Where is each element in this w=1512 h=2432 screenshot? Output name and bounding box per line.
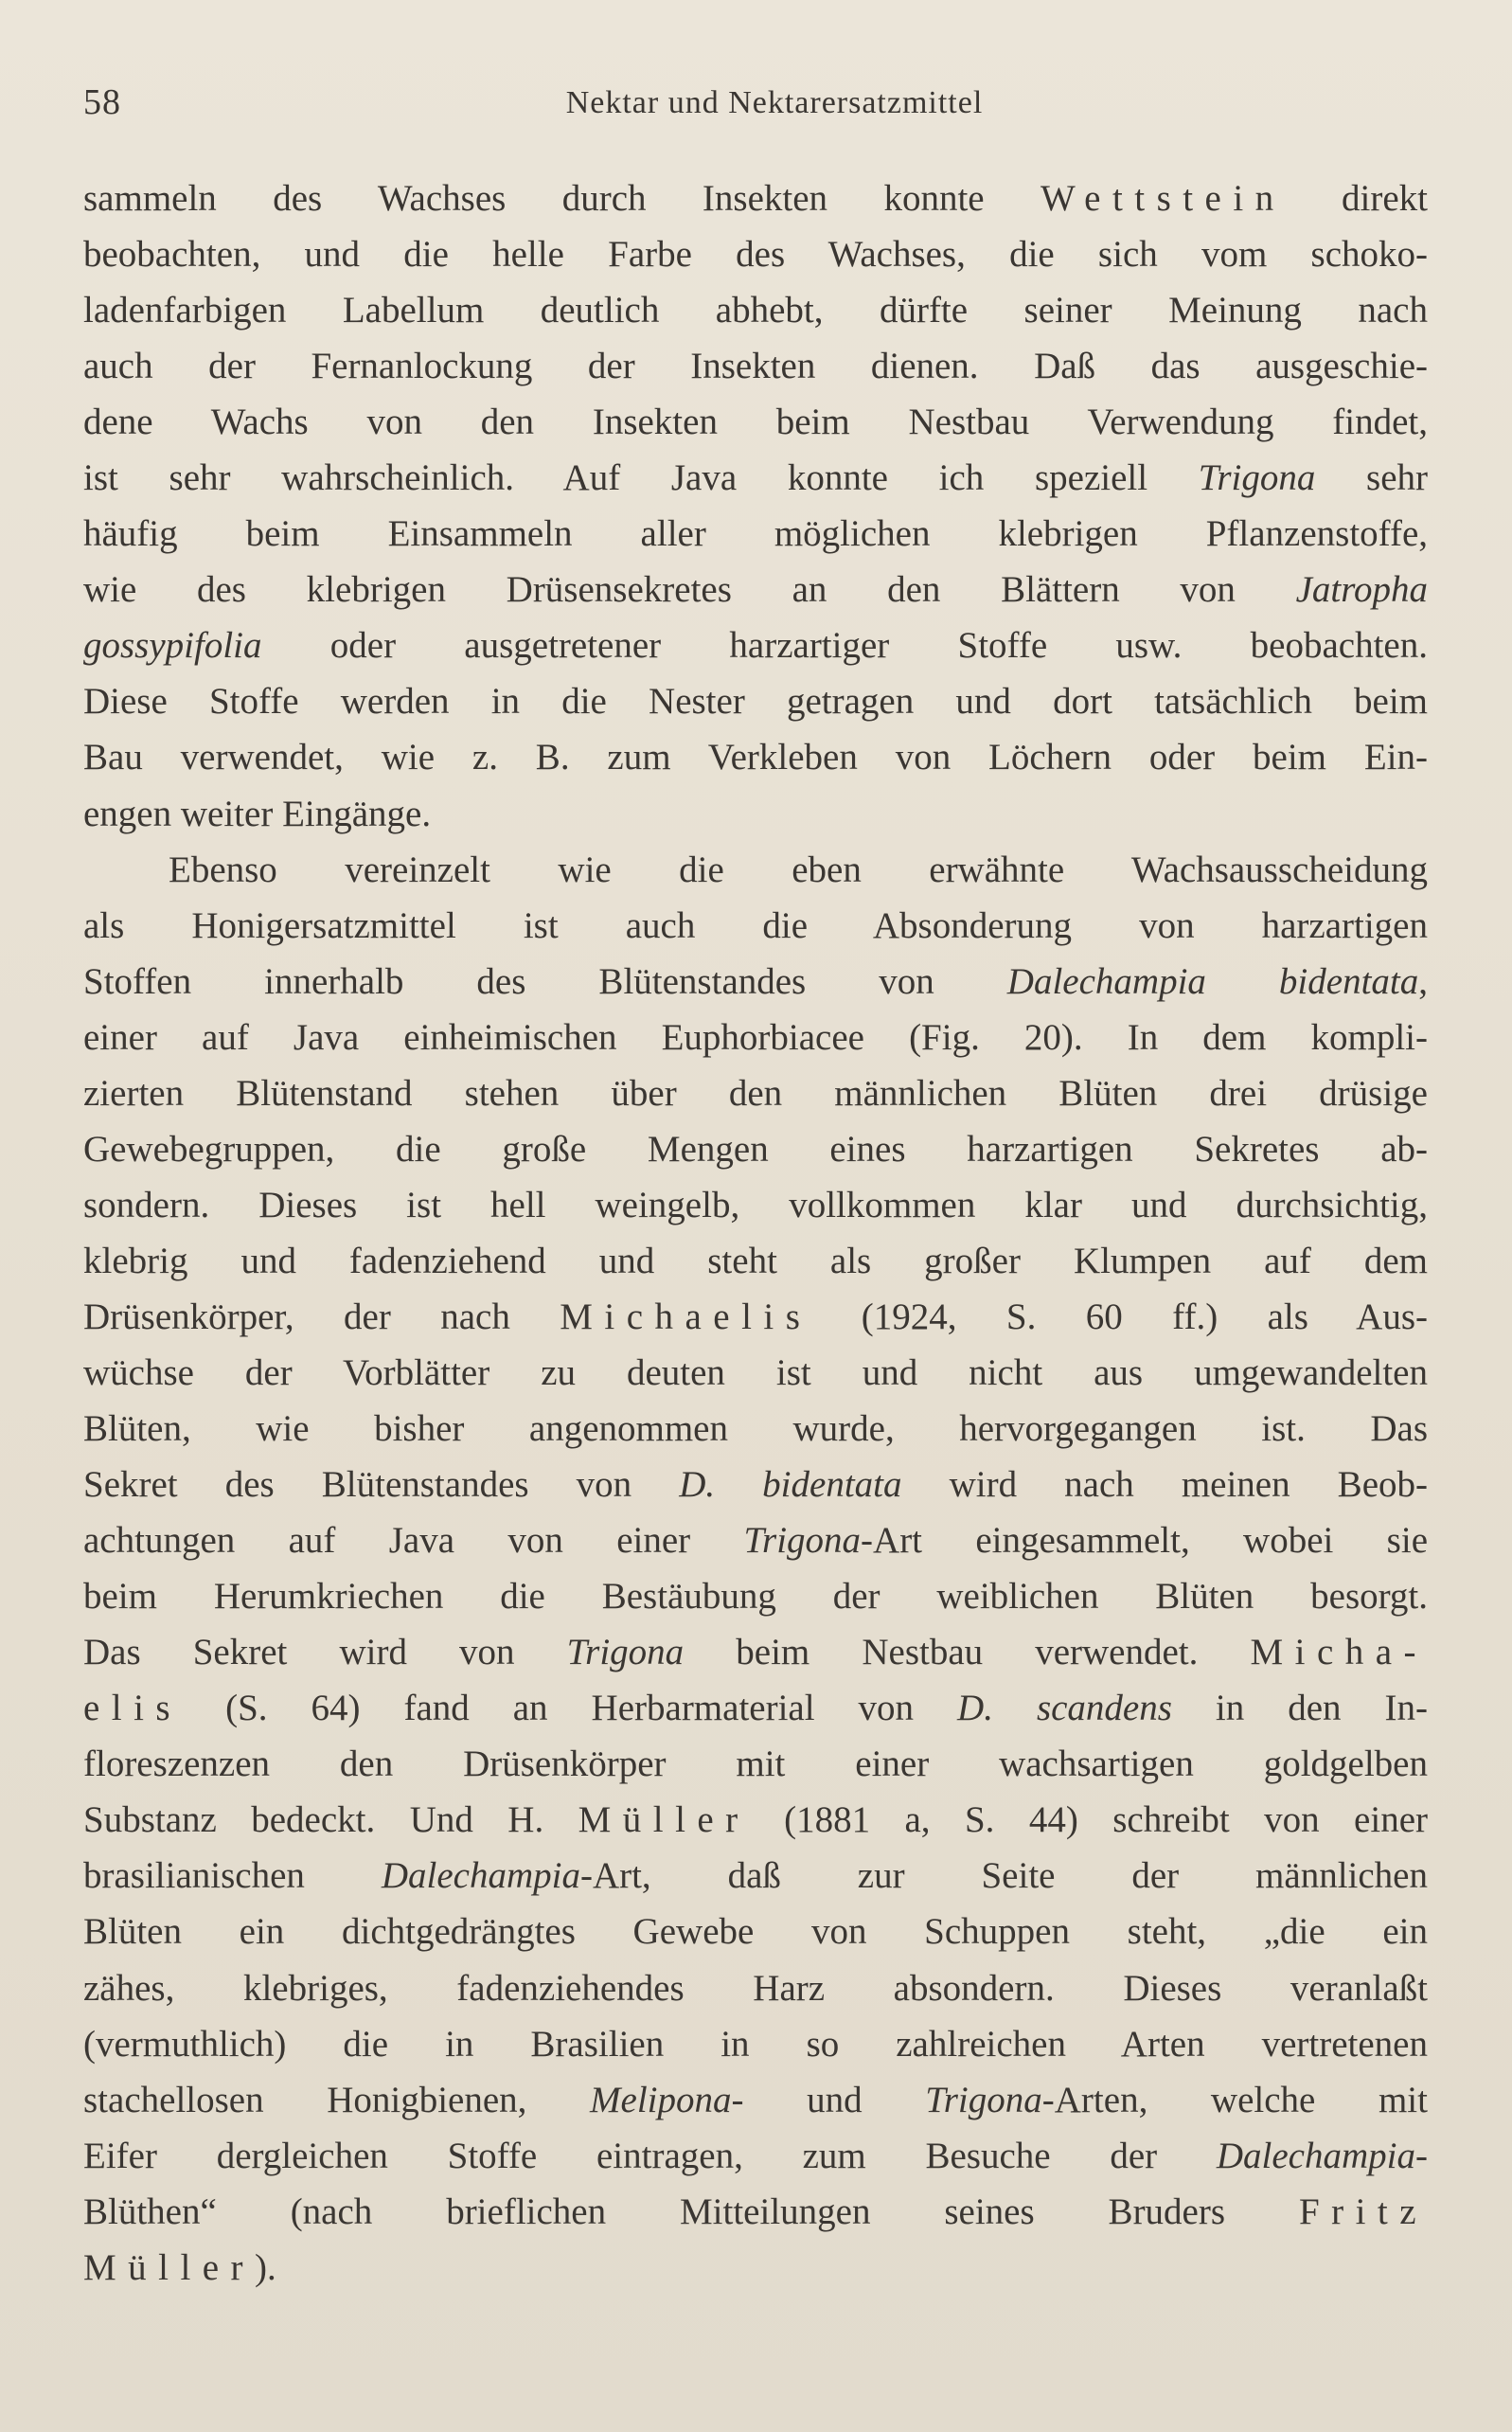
text-segment: oder ausgetretener harzartiger Stoffe usw. beobachten.: [261, 625, 1428, 667]
text-line: [83, 842, 1428, 898]
italic-term: Trigona: [1198, 457, 1316, 499]
author-name: Fritz: [1298, 2191, 1428, 2232]
text-line: [83, 338, 1428, 394]
text-segment: (vermuthlich) die in Brasilien in so zahlreichen Arten vertretenen: [83, 2023, 1428, 2065]
text-line: [83, 673, 1428, 729]
text-line: [83, 2128, 1428, 2184]
author-name: Michaelis: [560, 1296, 812, 1337]
italic-term: Melipona: [590, 2079, 732, 2120]
text-line: [83, 1904, 1428, 1959]
text-line: [83, 617, 1428, 673]
text-segment: sondern. Dieses ist hell weingelb, vollkommen klar und durchsichtig,: [83, 1184, 1428, 1225]
text-segment: Substanz bedeckt. Und H.: [83, 1799, 578, 1841]
text-line: [83, 898, 1428, 954]
text-segment: auch der Fernanlockung der Insekten dienen. Daß das ausgeschie-: [83, 346, 1428, 387]
text-segment: sehr: [1315, 457, 1428, 499]
text-segment: einer auf Java einheimischen Euphorbiacee (Fig. 20). In dem kompli-: [83, 1016, 1428, 1058]
text-segment: engen weiter Eingänge.: [83, 793, 432, 834]
text-segment: achtungen auf Java von einer: [83, 1520, 744, 1562]
text-segment: zähes, klebriges, fadenziehendes Harz absondern. Dieses veranlaßt: [83, 1967, 1428, 2009]
text-line: [83, 1233, 1428, 1289]
text-segment: beim Herumkriechen die Bestäubung der weiblichen Blüten besorgt.: [83, 1576, 1428, 1618]
text-line: [83, 1736, 1428, 1792]
text-line: [83, 1010, 1428, 1065]
text-segment: beim Nestbau verwendet.: [684, 1632, 1251, 1673]
text-segment: Bau verwendet, wie z. B. zum Verkleben von Löchern oder beim Ein-: [83, 737, 1428, 778]
running-title: Nektar und Nektarersatzmittel: [565, 85, 984, 120]
text-segment: Blüthen“ (nach brieflichen Mitteilungen seines Bruders: [83, 2191, 1299, 2232]
text-segment: Eifer dergleichen Stoffe eintragen, zum Besuche der: [83, 2135, 1217, 2176]
text-segment: Blüten ein dichtgedrängtes Gewebe von Schuppen steht, „die ein: [83, 1911, 1428, 1953]
text-line: [83, 450, 1428, 506]
italic-term: gossypifolia: [83, 625, 262, 667]
text-line: [83, 1512, 1428, 1568]
italic-term: Dalechampia: [381, 1855, 580, 1897]
text-line: [83, 562, 1428, 617]
text-segment: wüchse der Vorblätter zu deuten ist und nicht aus umgewandelten: [83, 1351, 1428, 1393]
text-segment: -Arten, welche mit: [1041, 2079, 1428, 2120]
text-segment: ist sehr wahrscheinlich. Auf Java konnte ich speziell: [83, 457, 1199, 499]
text-segment: (S. 64) fand an Herbarmaterial von: [182, 1688, 958, 1729]
text-line: [83, 1345, 1428, 1401]
text-segment: -Art, daß zur Seite der männlichen: [579, 1855, 1428, 1897]
text-line: [83, 786, 1428, 842]
italic-term: Dalechampia bidentata: [1006, 960, 1419, 1002]
text-line: [83, 1624, 1428, 1680]
text-segment: Gewebegruppen, die große Mengen eines harzartigen Sekretes ab-: [83, 1128, 1428, 1170]
text-segment: floreszenzen den Drüsenkörper mit einer wachsartigen goldgelben: [83, 1744, 1428, 1785]
text-segment: wie des klebrigen Drüsensekretes an den Blättern von: [83, 569, 1296, 611]
text-line: [83, 1289, 1428, 1345]
text-segment: - und: [731, 2079, 926, 2120]
text-line: [83, 170, 1428, 226]
page-number: 58: [83, 82, 121, 122]
text-segment: stachellosen Honigbienen,: [83, 2079, 591, 2120]
text-segment: ladenfarbigen Labellum deutlich abhebt, dürfte seiner Meinung nach: [83, 290, 1428, 331]
text-segment: Drüsenkörper, der nach: [83, 1296, 560, 1337]
text-line: [83, 2240, 1428, 2296]
author-name: Micha-: [1250, 1632, 1428, 1673]
text-segment: zierten Blütenstand stehen über den männlichen Blüten drei drüsige: [83, 1072, 1428, 1114]
author-name: Wettstein: [1040, 178, 1286, 219]
text-line: [83, 1792, 1428, 1848]
text-segment: Diese Stoffe werden in die Nester getragen und dort tatsächlich beim: [83, 681, 1428, 723]
text-segment: Blüten, wie bisher angenommen wurde, hervorgegangen ist. Das: [83, 1408, 1428, 1450]
author-name: elis: [83, 1688, 183, 1729]
text-segment: klebrig und fadenziehend und steht als großer Klumpen auf dem: [83, 1240, 1428, 1281]
text-segment: ).: [255, 2246, 276, 2288]
text-line: [83, 2016, 1428, 2072]
text-line: [83, 1848, 1428, 1904]
italic-term: D. scandens: [957, 1688, 1172, 1729]
italic-term: Jatropha: [1295, 569, 1428, 611]
italic-term: Dalechampia: [1216, 2135, 1415, 2176]
text-segment: dene Wachs von den Insekten beim Nestbau Verwendung findet,: [83, 402, 1428, 443]
text-line: [83, 2072, 1428, 2128]
text-segment: Stoffen innerhalb des Blütenstandes von: [83, 960, 1007, 1002]
text-segment: beobachten, und die helle Farbe des Wachses, die sich vom schoko-: [83, 234, 1428, 276]
text-segment: in den In-: [1171, 1688, 1428, 1729]
body-text: [83, 170, 1428, 2296]
text-segment: Das Sekret wird von: [83, 1632, 567, 1673]
text-line: [83, 1065, 1428, 1121]
text-segment: -Art eingesammelt, wobei sie: [861, 1520, 1429, 1562]
text-segment: direkt: [1285, 178, 1429, 219]
text-line: [83, 282, 1428, 338]
text-segment: Sekret des Blütenstandes von: [83, 1464, 680, 1506]
author-name: Müller: [83, 2246, 256, 2288]
italic-term: D. bidentata: [679, 1464, 902, 1506]
text-line: [83, 1177, 1428, 1233]
text-segment: häufig beim Einsammeln aller möglichen klebrigen Pflanzenstoffe,: [83, 513, 1428, 555]
text-segment: sammeln des Wachses durch Insekten konnte: [83, 178, 1041, 219]
italic-term: -: [1415, 2135, 1428, 2176]
text-line: [83, 1121, 1428, 1177]
text-line: [83, 954, 1428, 1010]
text-segment: ,: [1418, 960, 1428, 1002]
text-line: [83, 1401, 1428, 1457]
text-line: [83, 2184, 1428, 2240]
page-header: [83, 81, 1428, 129]
text-segment: wird nach meinen Beob-: [901, 1464, 1428, 1506]
text-line: [83, 1680, 1428, 1736]
text-line: [83, 729, 1428, 785]
text-segment: als Honigersatzmittel ist auch die Absonderung von harzartigen: [83, 904, 1428, 946]
text-segment: (1881 a, S. 44) schreibt von einer: [749, 1799, 1429, 1841]
italic-term: Trigona: [743, 1520, 862, 1562]
text-line: [83, 226, 1428, 282]
text-line: [83, 394, 1428, 450]
text-line: [83, 1457, 1428, 1512]
text-segment: brasilianischen: [83, 1855, 382, 1897]
text-segment: Ebenso vereinzelt wie die eben erwähnte Wachsausscheidung: [169, 849, 1428, 890]
text-segment: (1924, S. 60 ff.) als Aus-: [811, 1296, 1428, 1337]
text-line: [83, 1568, 1428, 1624]
italic-term: Trigona: [925, 2079, 1042, 2120]
text-line: [83, 506, 1428, 562]
italic-term: Trigona: [566, 1632, 685, 1673]
text-line: [83, 1960, 1428, 2016]
author-name: Müller: [578, 1799, 750, 1841]
